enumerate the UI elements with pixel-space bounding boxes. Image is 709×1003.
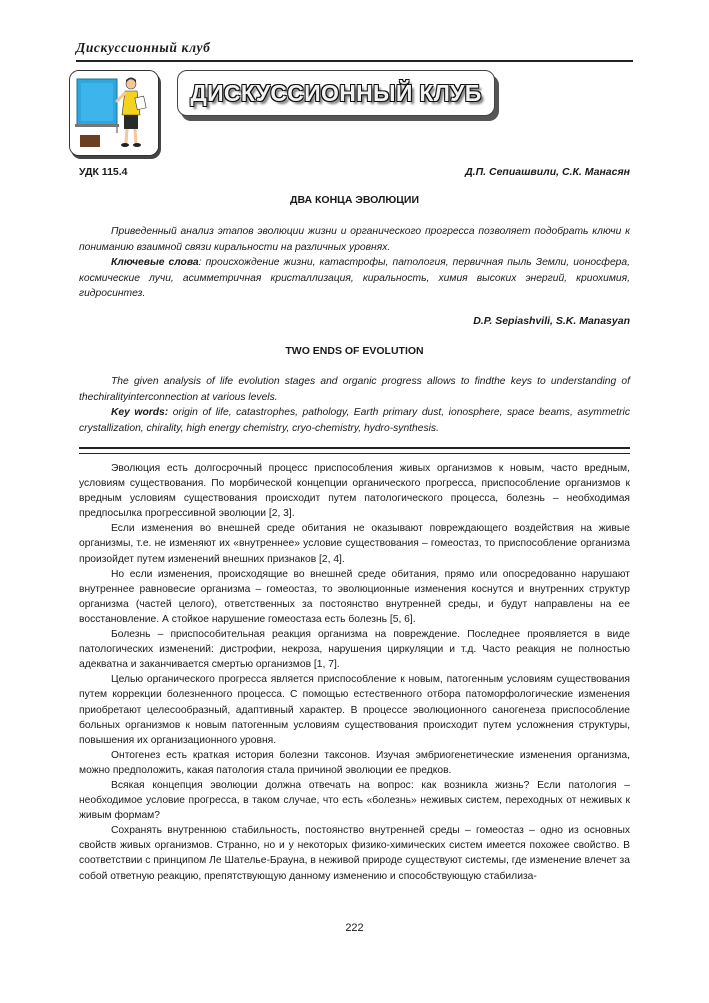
keywords-russian: [79, 255, 630, 302]
authors-english: D.P. Sepiashvili, S.K. Manasyan: [473, 315, 630, 327]
body-paragraph: Если изменения во внешней среде обитания не оказывают повреждающего воздействия на живые организмы, т.е. не изменяют их «внутреннее» условие существования – гомеостаз, то приспособление организма произойдет путем изменений внешних признаков [2, 4].: [79, 523, 630, 565]
presenter-at-board-icon: [70, 71, 158, 155]
udk-code: УДК 115.4: [79, 166, 128, 178]
running-head: Дискуссионный клуб: [76, 40, 211, 55]
page-number: 222: [345, 922, 364, 934]
body-paragraph: Болезнь – приспособительная реакция организма на повреждение. Последнее проявляется в виде патологических изменений: дистрофии, некроза, нарушения циркуляции и т.д. Часто реакция не полностью адекватна и заканчивается смертью организмов [1, 7].: [79, 629, 630, 671]
discussion-club-logo: [69, 70, 159, 156]
keywords-russian-label: Ключевые слова: [111, 257, 199, 269]
abstract-english: [79, 374, 630, 436]
article-meta: [79, 166, 630, 182]
title-english: TWO ENDS OF EVOLUTION: [285, 345, 424, 357]
running-head-rule: [76, 60, 633, 62]
body-paragraph: Эволюция есть долгосрочный процесс приспособления живых организмов к новым, часто вредным, условиям существования. По морбической концепции органического прогресса, приспособление организмов к вредным условиям существования происходит путем патологического процесса, болезнь – необходимая предпосылка прогрессивной эволюции [2, 3].: [79, 463, 630, 520]
keywords-english-text: origin of life, catastrophes, pathology, Earth primary dust, ionosphere, space beams, asymmetric crystallization, chirality, high energy chemistry, cryo-chemistry, hydro-synthesis.: [79, 407, 630, 434]
body-paragraph: Всякая концепция эволюции должна отвечать на вопрос: как возникла жизнь? Если патология – необходимое условие прогресса, в таком случае, что есть «болезнь» неживых систем, переходных от неживых к живым формам?: [79, 779, 630, 822]
authors-russian: Д.П. Сепиашвили, С.К. Манасян: [465, 166, 630, 178]
keywords-english: [79, 405, 630, 436]
section-banner: [177, 70, 495, 116]
section-divider: [79, 447, 630, 454]
article-body: [79, 461, 630, 884]
banner-title: ДИСКУССИОННЫЙ КЛУБ: [190, 79, 482, 106]
abstract-english-text: The given analysis of life evolution stages and organic progress allows to findthe keys to understanding of thechiralityinterconnection at various levels.: [79, 376, 630, 403]
body-paragraph: Но если изменения, происходящие во внешней среде обитания, прямо или опосредованно нарушают внутреннее равновесие организма – гомеостаз, то эволюционные изменения коснутся и внутренних структур организма (частей целого), ответственных за постоянство внутренней среды, и будут направлены на ее восстановление. А стойкое нарушение гомеостаза есть болезнь [5, 6].: [79, 568, 630, 625]
body-paragraph: Сохранять внутреннюю стабильность, постоянство внутренней среды – гомеостаз – одно из основных свойств живых организмов. Странно, но и у некоторых физико-химических систем имеется похожее свойство. В соответствии с принципом Ле Шателье-Брауна, в неживой природе существуют системы, где изменение влечет за собой ответную реакцию, препятствующую данному изменению и способствующую стабилиза-: [79, 825, 630, 882]
abstract-russian-text: Приведенный анализ этапов эволюции жизни и органического прогресса позволяет подобрать ключи к пониманию взаимной связи киральности на различных уровнях.: [79, 226, 630, 253]
body-paragraph: Целью органического прогресса является приспособление к новым, патогенным условиям существования путем коррекции болезненного процесса. С помощью естественного отбора патоморфологические изменения приобретают целесообразный, адаптивный характер. В процессе эволюционного саногенеза приспособление больных организмов к новым патогенным условиям существования происходит путем усложнения структуры, повышения их организационного уровня.: [79, 674, 630, 746]
title-russian: ДВА КОНЦА ЭВОЛЮЦИИ: [289, 194, 420, 206]
keywords-english-label: Key words:: [111, 407, 169, 419]
body-paragraph: Онтогенез есть краткая история болезни таксонов. Изучая эмбриогенетические изменения организма, можно предположить, какая патология стала причиной эволюции ее предков.: [79, 749, 630, 776]
keywords-russian-text: : происхождение жизни, катастрофы, патология, первичная пыль Земли, ионосфера, космические лучи, асимметричная кристаллизация, киральность, химия высоких энергий, криохимия, гидросинтез.: [79, 257, 630, 300]
abstract-russian: [79, 224, 630, 302]
